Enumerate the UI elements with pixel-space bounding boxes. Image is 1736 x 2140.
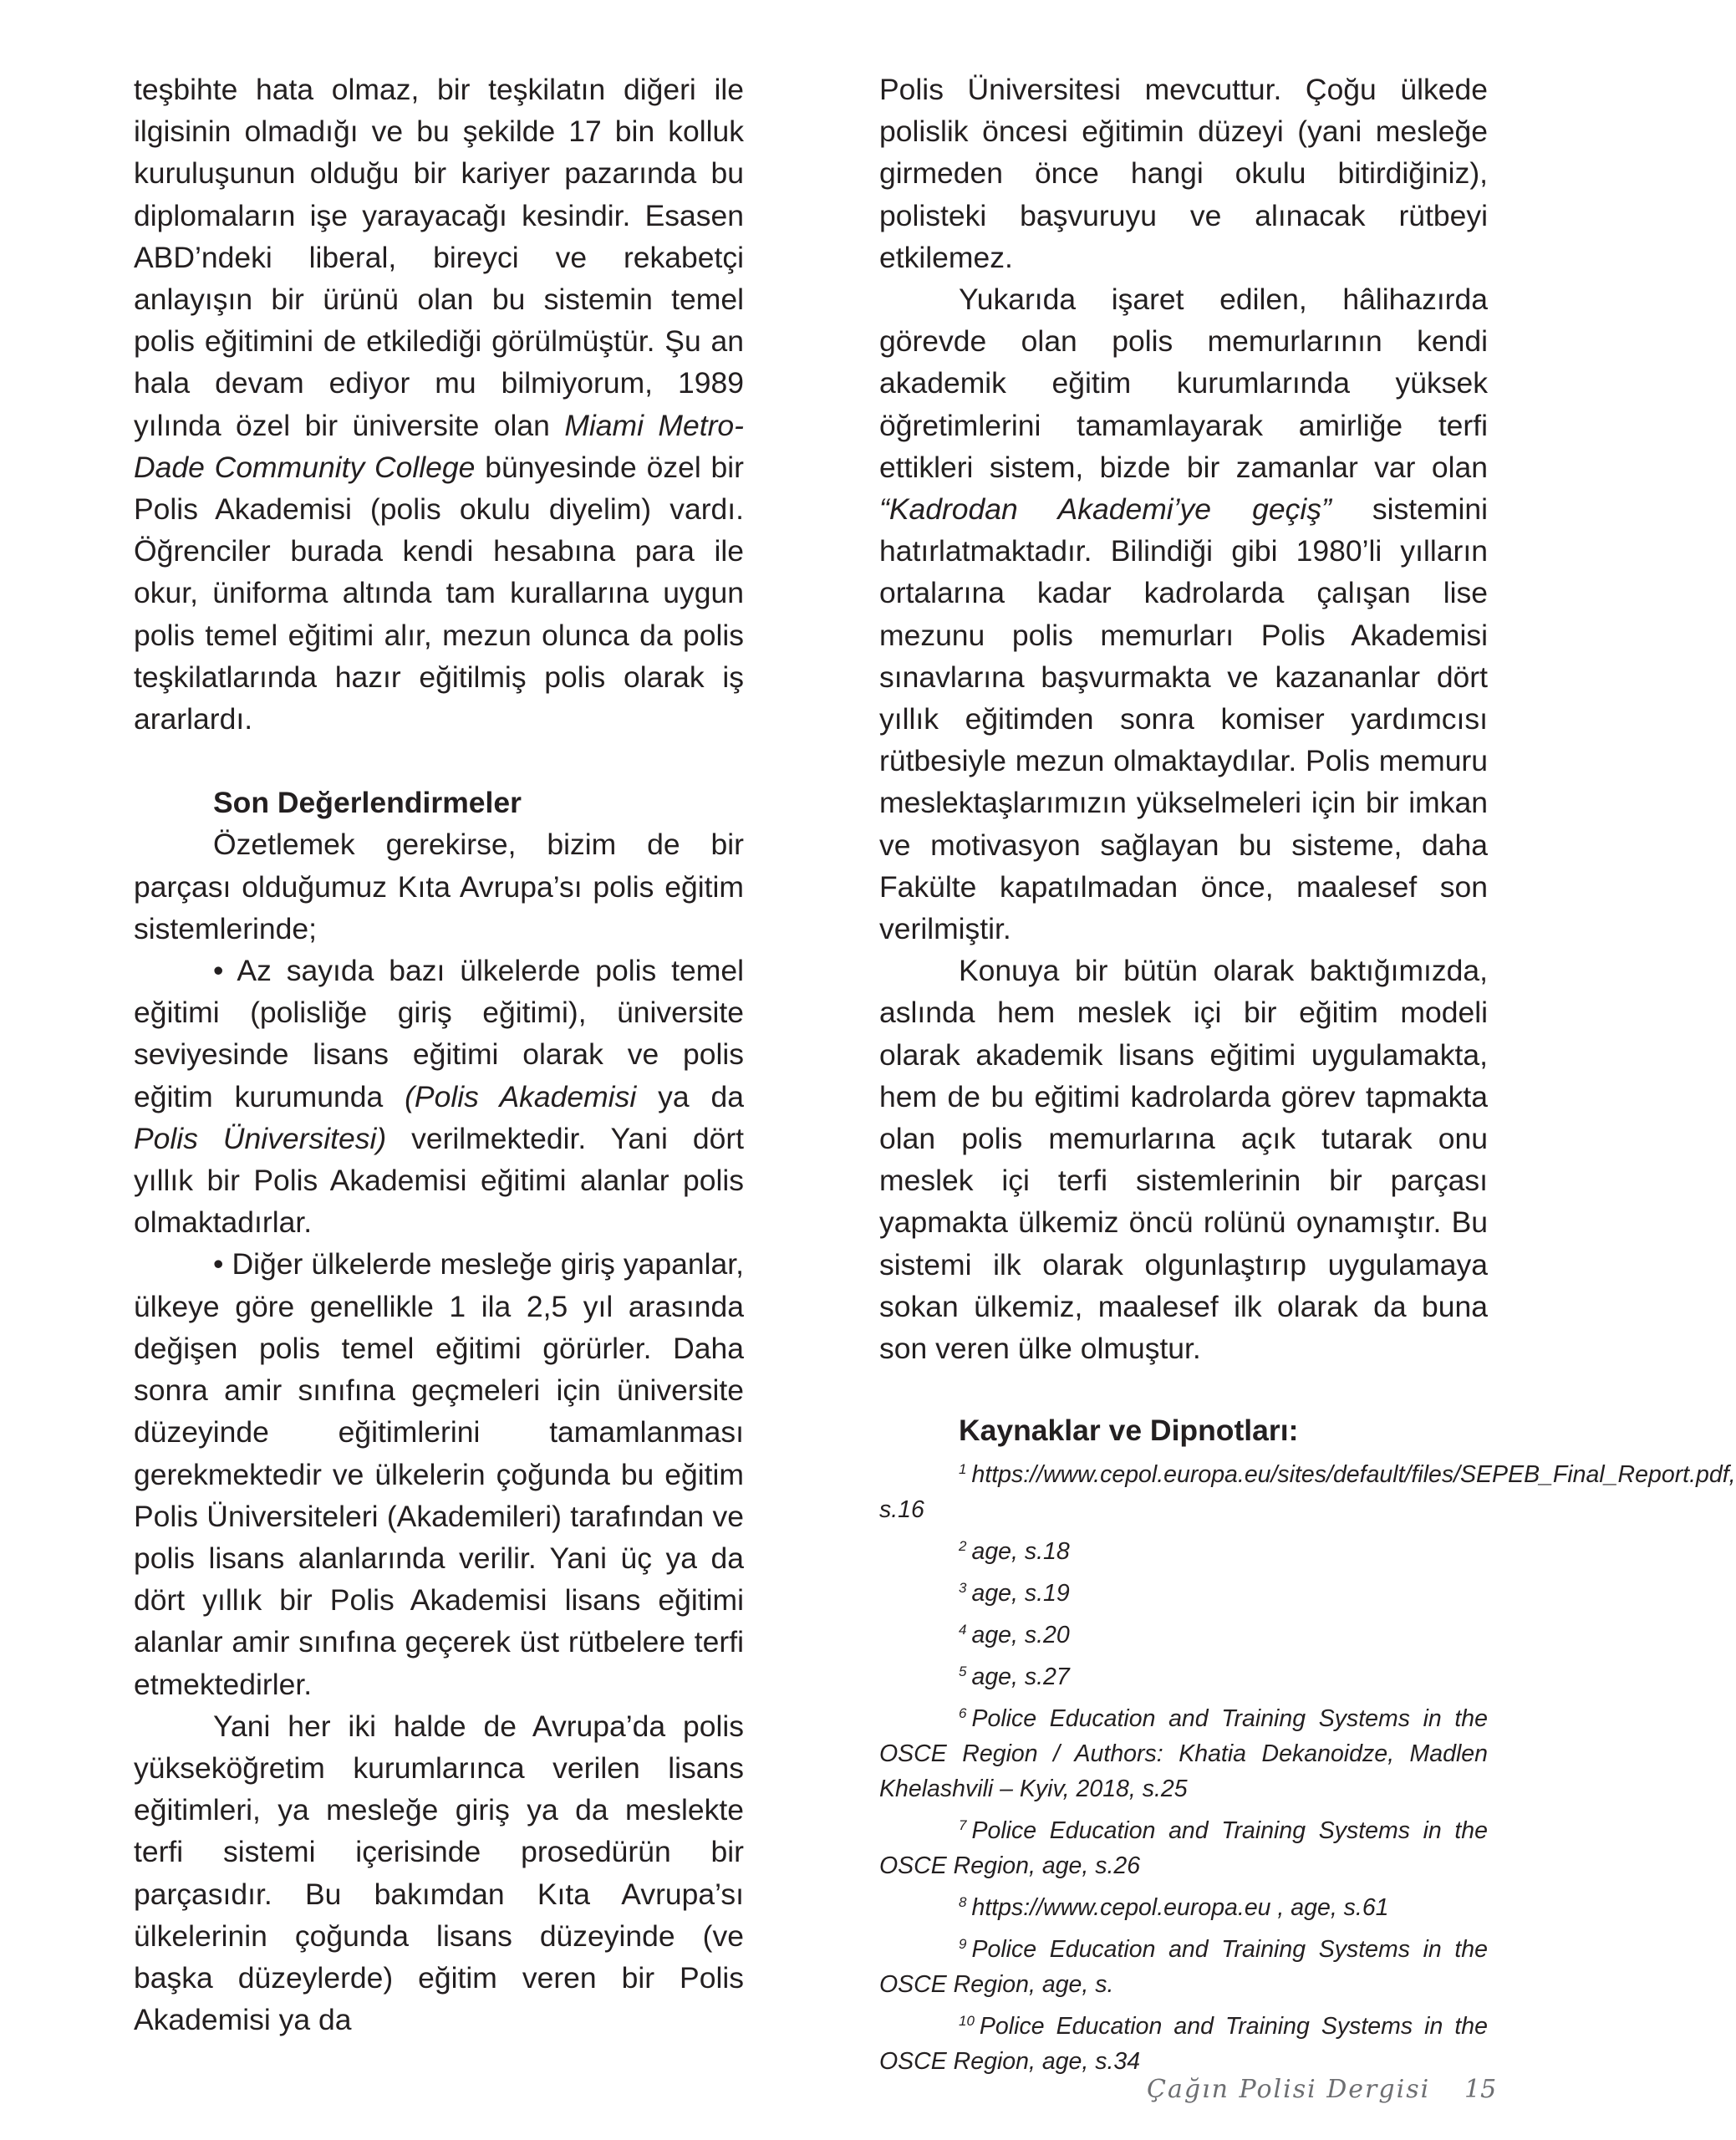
polis-akademisi-italic: (Polis Akademisi (405, 1079, 637, 1113)
right-p2-text-end: sistemini hatırlatmaktadır. Bilindiği gibi 1980’li yılların ortalarına kadar kadrolarda çalışan lise mezunu polis memurları Polis Akademisi sınavlarına başvurmakta ve kazananlar dört yıllık eğitimden sonra komiser yardımcısı rütbesiyle mezun olmaktaydılar. Polis memuru meslektaşlarımızın yükselmeleri için bir imkan ve motivasyon sağlayan bu sisteme, daha Fakülte kapatılmadan önce, maalesef son verilmiştir. (879, 492, 1488, 946)
right-p2-text: Yukarıda işaret edilen, hâlihazırda görevde olan polis memurlarının kendi akademik eğitim kurumlarında yüksek öğretimlerini tamamlayarak amirliğe terfi ettikleri sistem, bizde bir zamanlar var olan (879, 283, 1488, 484)
reference-text: https://www.cepol.europa.eu/sites/default/files/SEPEB_Final_Report.pdf, s.16 (879, 1460, 1736, 1523)
reference-text: age, s.18 (971, 1537, 1070, 1565)
reference-text: age, s.27 (971, 1663, 1070, 1690)
bullet-1-text-end: verilmektedir. Yani dört yıllık bir Polis Akademisi eğitimi alanlar polis olmaktadırlar. (134, 1121, 744, 1240)
left-paragraph-2: Özetlemek gerekirse, bizim de bir parçası olduğumuz Kıta Avrupa’sı polis eğitim sistemlerinde; (134, 828, 744, 945)
section-heading: Son Değerlendirmeler (213, 786, 522, 820)
right-column (879, 69, 1736, 2086)
reference-number: 7 (959, 1816, 967, 1833)
reference-text: age, s.19 (971, 1579, 1070, 1607)
kadrodan-akademi-italic: “Kadrodan Akademi’ye geçiş” (879, 492, 1331, 527)
reference-text: Police Education and Training Systems in the OSCE Region / Authors: Khatia Dekanoidze, Madlen Khelashvili – Kyiv, 2018, s.25 (879, 1704, 1488, 1802)
bullet-1-mid: ya da (636, 1079, 744, 1113)
reference-item (879, 1659, 1488, 1694)
right-paragraph-3: Konuya bir bütün olarak baktığımızda, aslında hem meslek içi bir eğitim modeli olarak akademik lisans eğitimi uygulamakta, hem de bu eğitimi kadrolarda görev tapmakta olan polis memurlarına açık tutarak onu meslek içi terfi sistemlerinin bir parçası yapmakta ülkemiz öncü rolünü oynamıştır. Bu sistemi ilk olarak olgunlaştırıp uygulamaya sokan ülkemiz, maalesef ilk olarak da buna son veren ülke olmuştur. (879, 954, 1488, 1366)
reference-text: Police Education and Training Systems in the OSCE Region, age, s. (879, 1935, 1488, 1998)
reference-number: 9 (959, 1935, 967, 1952)
bullet-item-2: • Diğer ülkelerde mesleğe giriş yapanlar, ülkeye göre genellikle 1 ila 2,5 yıl arasında değişen polis temel eğitimi görürler. Daha sonra amir sınıfına geçmeleri için üniversite düzeyinde eğitimlerini tamamlanması gerekmektedir ve ülkelerin çoğunda bu eğitim Polis Üniversiteleri (Akademileri) tarafından ve polis lisans alanlarında verilir. Yani üç ya da dört yıllık bir Polis Akademisi lisans eğitimi alanlar amir sınıfına geçerek üst rütbelere terfi etmektedirler. (134, 1247, 744, 1701)
reference-item (879, 1576, 1488, 1611)
reference-number: 5 (959, 1663, 967, 1679)
college-name: Miami Metro-Dade Community College (134, 408, 744, 484)
reference-text: Police Education and Training Systems in the OSCE Region, age, s.34 (879, 2012, 1488, 2075)
reference-item (879, 1701, 1488, 1806)
reference-item (879, 1618, 1488, 1653)
reference-number: 8 (959, 1893, 967, 1910)
reference-number: 6 (959, 1704, 967, 1721)
reference-item (879, 1534, 1488, 1569)
bullet-item-1 (134, 950, 744, 1243)
bullet-1-text: • Az sayıda bazı ülkelerde polis temel eğitimi (polisliğe giriş eğitimi), üniversite seviyesinde lisans eğitimi olarak ve polis eğitim kurumunda (134, 954, 744, 1113)
left-p1-text: teşbihte hata olmaz, bir teşkilatın diğeri ile ilgisinin olmadığı ve bu şekilde 17 bin kolluk kuruluşunun olduğu bir kariyer pazarında bu diplomaların işe yarayacağı kesindir. Esasen ABD’ndeki liberal, bireyci ve rekabetçi anlayışın bir ürünü olan bu sistemin temel polis eğitimini de etkilediği görülmüştür. Şu an hala devam ediyor mu bilmiyorum, 1989 yılında özel bir üniversite olan (134, 73, 744, 442)
reference-item (879, 2009, 1488, 2079)
references-list (879, 1457, 1736, 2079)
references-heading: Kaynaklar ve Dipnotları: (959, 1414, 1299, 1448)
reference-text: age, s.20 (971, 1621, 1070, 1648)
right-paragraph-1: Polis Üniversitesi mevcuttur. Çoğu ülkede polislik öncesi eğitimin düzeyi (yani mesleğe girmeden önce hangi okulu bitirdiğiniz), polisteki başvuruyu ve alınacak rütbeyi etkilemez. (879, 73, 1488, 274)
reference-text: https://www.cepol.europa.eu , age, s.61 (971, 1893, 1389, 1921)
reference-number: 3 (959, 1579, 967, 1596)
left-column (134, 69, 744, 2041)
reference-item (879, 1457, 1736, 1527)
reference-number: 2 (959, 1537, 967, 1554)
reference-number: 1 (959, 1460, 967, 1477)
reference-item (879, 1813, 1488, 1883)
reference-item (879, 1932, 1488, 2002)
polis-universitesi-italic: Polis Üniversitesi) (134, 1121, 387, 1155)
reference-item (879, 1890, 1488, 1925)
magazine-name: Çağın Polisi Dergisi (1147, 2075, 1431, 2104)
right-paragraph-2 (879, 278, 1488, 950)
reference-number: 10 (959, 2012, 975, 2029)
reference-text: Police Education and Training Systems in the OSCE Region, age, s.26 (879, 1816, 1488, 1879)
page-number: 15 (1464, 2075, 1497, 2104)
left-paragraph-3: Yani her iki halde de Avrupa’da polis yükseköğretim kurumlarınca verilen lisans eğitimleri, ya mesleğe giriş ya da meslekte terfi sistemi içerisinde prosedürün bir parçasıdır. Bu bakımdan Kıta Avrupa’sı ülkelerinin çoğunda lisans düzeyinde (ve başka düzeylerde) eğitim veren bir Polis Akademisi ya da (134, 1709, 744, 2037)
left-paragraph-1 (134, 69, 744, 740)
left-p1-text-end: bünyesinde özel bir Polis Akademisi (polis okulu diyelim) vardı. Öğrenciler burada kendi hesabına para ile okur, üniforma altında tam kurallarına uygun polis temel eğitimi alır, mezun olunca da polis teşkilatlarında hazır eğitilmiş polis olarak iş ararlardı. (134, 450, 744, 736)
reference-number: 4 (959, 1621, 967, 1638)
